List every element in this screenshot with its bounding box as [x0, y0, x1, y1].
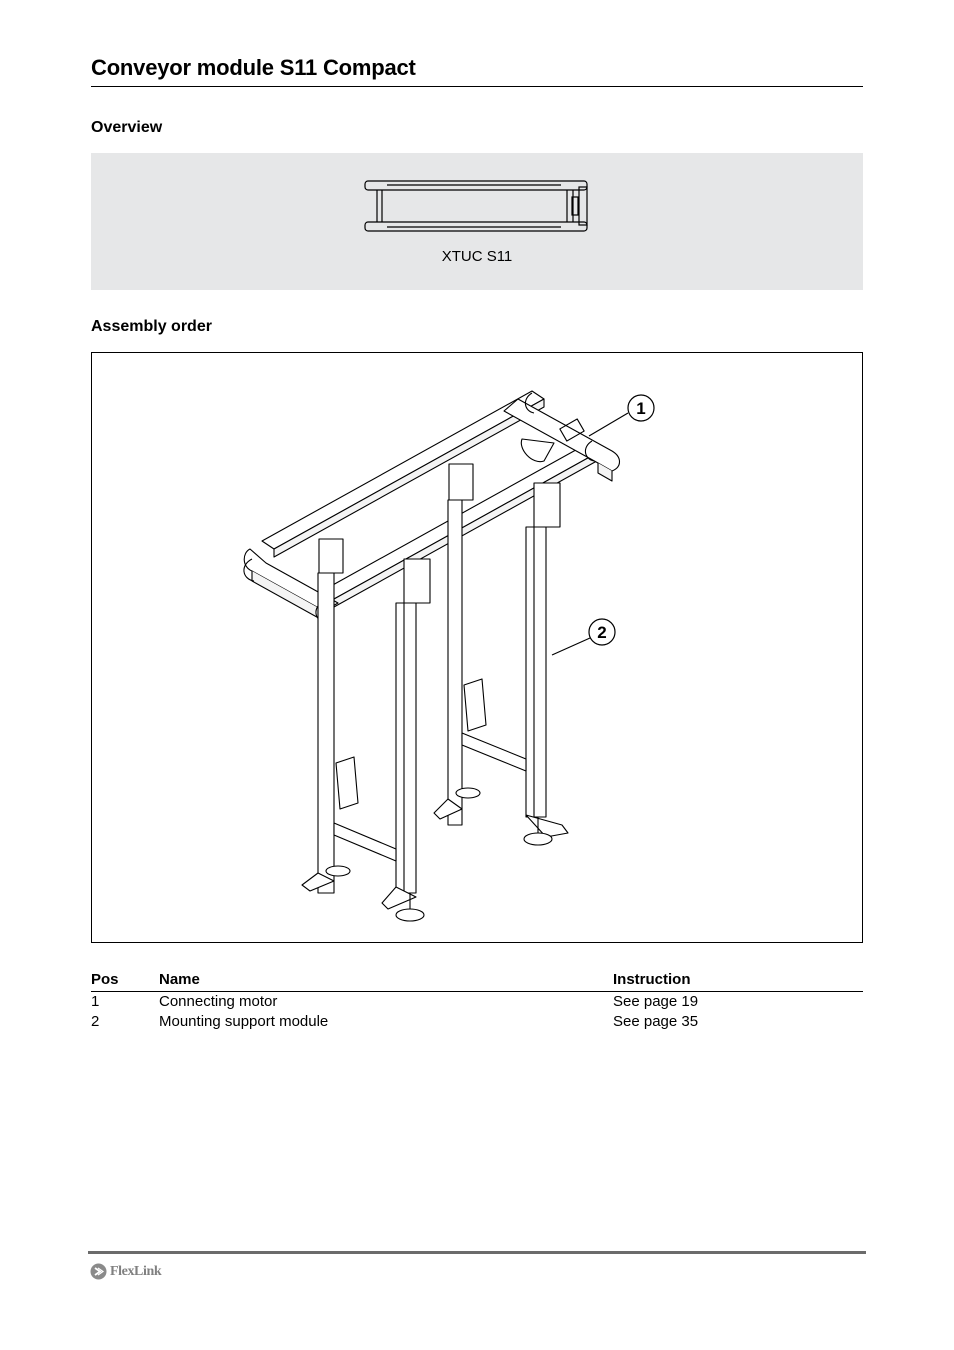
- footer-divider: [88, 1251, 866, 1254]
- callout-2: [589, 619, 615, 645]
- table-header-row: [91, 970, 863, 992]
- title-divider: [91, 86, 863, 87]
- parts-table: [91, 970, 863, 1032]
- header-instruction: Instruction: [613, 971, 691, 988]
- table-row: [91, 1012, 863, 1032]
- overview-caption: XTUC S11: [441, 248, 513, 265]
- row-name: Connecting motor: [159, 993, 278, 1010]
- table-row: [91, 992, 863, 1012]
- flexlink-logo-icon: [90, 1263, 107, 1280]
- header-name: Name: [159, 971, 200, 988]
- footer-brand: [90, 1263, 161, 1280]
- row-name: Mounting support module: [159, 1013, 329, 1030]
- conveyor-assembly-drawing: [92, 353, 862, 942]
- callout-2-label: 2: [597, 623, 607, 642]
- callout-1: [628, 395, 654, 421]
- row-pos: 1: [91, 993, 100, 1010]
- callout-1-label: 1: [636, 399, 646, 418]
- page-title: Conveyor module S11 Compact: [91, 55, 416, 80]
- assembly-illustration-frame: [91, 352, 863, 943]
- header-pos: Pos: [91, 971, 119, 988]
- row-instruction: See page 35: [613, 1013, 699, 1030]
- brand-name: FlexLink: [110, 1263, 162, 1279]
- overview-panel: [91, 153, 863, 290]
- row-instruction: See page 19: [613, 993, 699, 1010]
- conveyor-top-view-drawing: [363, 177, 591, 239]
- assembly-heading: Assembly order: [91, 318, 212, 335]
- overview-heading: Overview: [91, 119, 163, 136]
- row-pos: 2: [91, 1013, 100, 1030]
